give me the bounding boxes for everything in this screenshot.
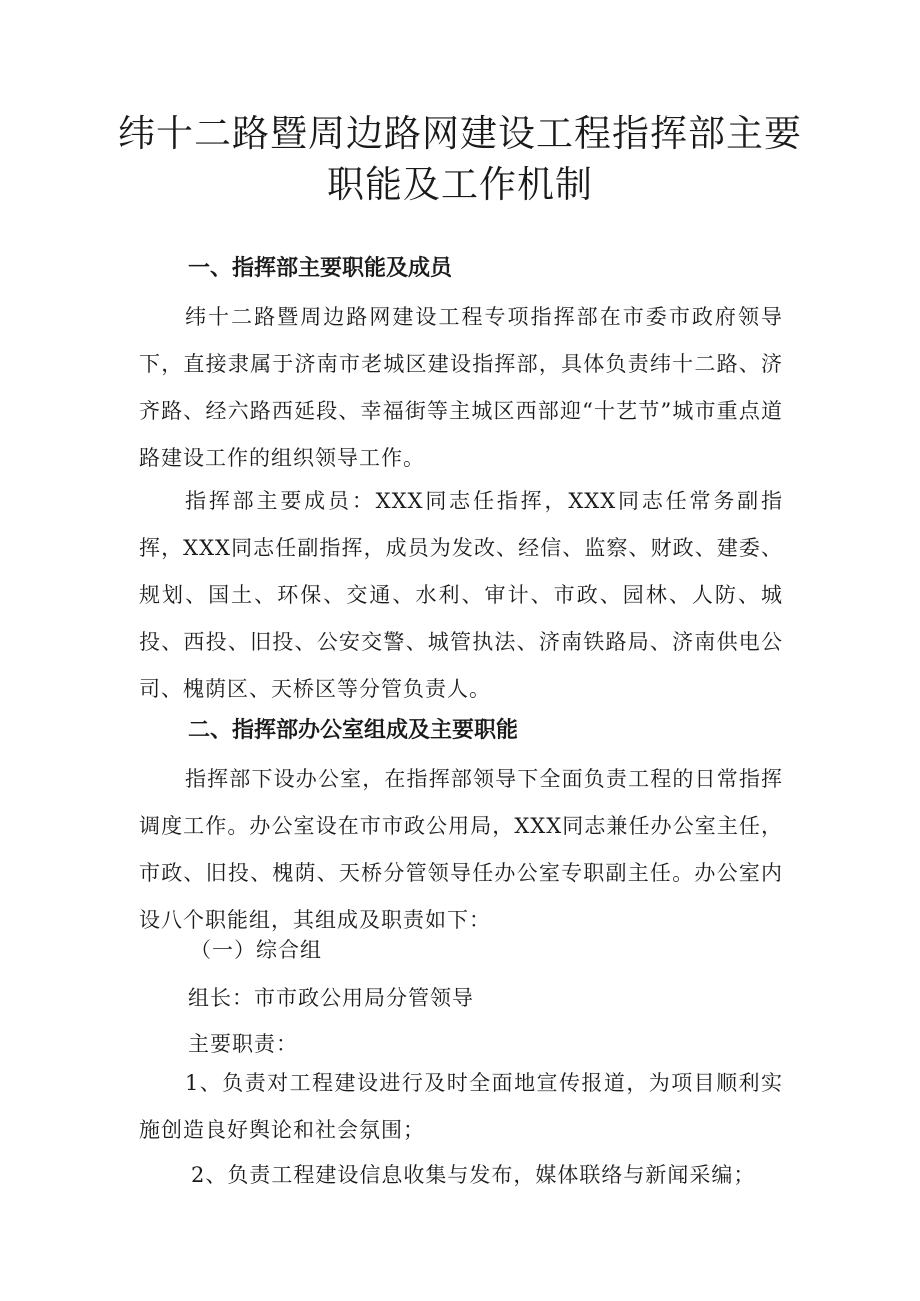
section-1-paragraph-2: 指挥部主要成员：XXX同志任指挥，XXX同志任常务副指挥，XXX同志任副指挥，成员为发改、经信、监察、财政、建委、规划、国土、环保、交通、水利、审计、市政、园林、人防、城投、西投、旧投、公安交警、城管执法、济南铁路局、济南供电公司、槐荫区、天桥区等分管负责人。: [139, 489, 783, 701]
group-1-duty-1: 1、负责对工程建设进行及时全面地宣传报道，为项目顺利实施创造良好舆论和社会氛围；: [139, 1071, 783, 1142]
document-title-line-1: 纬十二路暨周边路网建设工程指挥部主要: [118, 112, 802, 155]
document-title-line-2: 职能及工作机制: [327, 163, 593, 206]
section-2-paragraph-1: 指挥部下设办公室，在指挥部领导下全面负责工程的日常指挥调度工作。办公室设在市市政公用局，XXX同志兼任办公室主任，市政、旧投、槐荫、天桥分管领导任办公室专职副主任。办公室内设八个职能组，其组成及职责如下：: [139, 767, 783, 932]
group-1-duties-label: 主要职责：: [188, 1032, 298, 1056]
group-1-duty-2: 2、负责工程建设信息收集与发布，媒体联络与新闻采编；: [191, 1163, 756, 1187]
section-1-heading: 一、指挥部主要职能及成员: [188, 256, 453, 281]
group-1-title: （一）综合组: [190, 938, 322, 962]
section-1-paragraph-1: 纬十二路暨周边路网建设工程专项指挥部在市委市政府领导下，直接隶属于济南市老城区建设指挥部，具体负责纬十二路、济齐路、经六路西延段、幸福街等主城区西部迎“十艺节”城市重点道路建设工作的组织领导工作。: [139, 305, 783, 470]
section-2-heading: 二、指挥部办公室组成及主要职能: [188, 718, 519, 743]
group-1-leader: 组长：市市政公用局分管领导: [188, 986, 474, 1010]
